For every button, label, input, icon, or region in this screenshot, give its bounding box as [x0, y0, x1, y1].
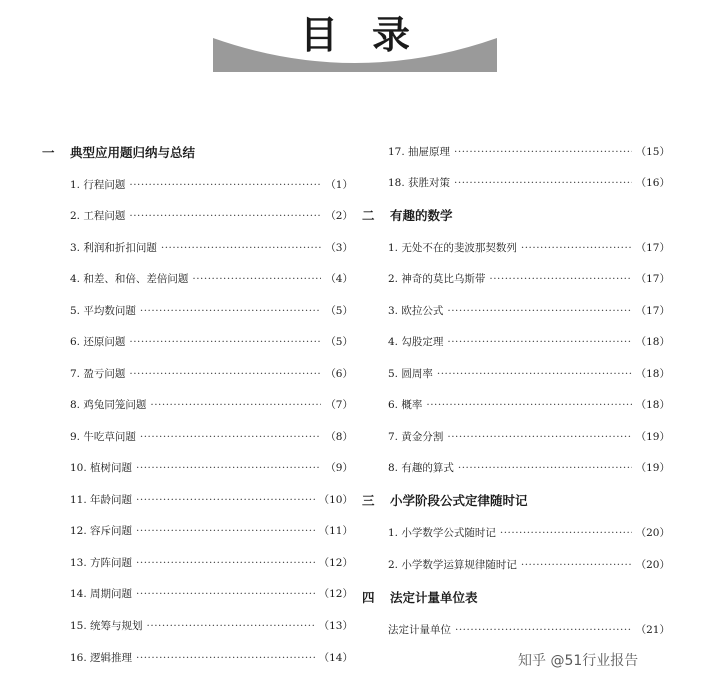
toc-entry-title: 1. 小学数学公式随时记	[388, 527, 496, 539]
toc-entry-title: 2. 神奇的莫比乌斯带	[388, 273, 486, 285]
section-number: 一	[42, 145, 55, 160]
dot-leader	[136, 491, 315, 509]
toc-entry[interactable]	[70, 176, 353, 194]
toc-entry-title: 9. 牛吃草问题	[70, 431, 136, 443]
toc-entry[interactable]	[70, 302, 353, 320]
toc-entry-title: 3. 利润和折扣问题	[70, 242, 157, 254]
toc-entry-title: 8. 鸡兔同笼问题	[70, 399, 147, 411]
toc-entry-page: （11）	[318, 525, 353, 537]
dot-leader	[437, 365, 632, 383]
toc-entry[interactable]	[70, 554, 353, 572]
dot-leader	[447, 428, 631, 446]
dot-leader	[136, 585, 315, 603]
toc-entry[interactable]	[70, 396, 353, 414]
toc-entry-page: （20）	[635, 527, 670, 539]
section-heading-4	[362, 588, 478, 608]
toc-entry-title: 12. 容斥问题	[70, 525, 133, 537]
toc-entry-title: 1. 无处不在的斐波那契数列	[388, 242, 517, 254]
dot-leader	[426, 396, 631, 414]
dot-leader	[455, 621, 632, 639]
toc-entry-page: （9）	[325, 462, 353, 474]
title-banner	[213, 0, 497, 72]
toc-entry-title: 6. 还原问题	[70, 336, 126, 348]
toc-entry-page: （16）	[635, 177, 670, 189]
toc-entry-page: （17）	[635, 273, 670, 285]
toc-entry-title: 2. 小学数学运算规律随时记	[388, 559, 517, 571]
toc-entry-title: 3. 欧拉公式	[388, 305, 444, 317]
dot-leader	[447, 302, 631, 320]
toc-entry-page: （20）	[635, 559, 670, 571]
dot-leader	[521, 239, 632, 257]
dot-leader	[129, 365, 321, 383]
dot-leader	[454, 143, 632, 161]
dot-leader	[458, 459, 632, 477]
toc-entry[interactable]	[388, 459, 670, 477]
toc-entry[interactable]	[70, 239, 353, 257]
dot-leader	[192, 270, 321, 288]
toc-entry-page: （18）	[635, 368, 670, 380]
toc-entry-title: 6. 概率	[388, 399, 423, 411]
toc-entry-page: （5）	[325, 305, 353, 317]
toc-entry-page: （3）	[325, 242, 353, 254]
toc-entry[interactable]	[70, 491, 353, 509]
toc-entry[interactable]	[388, 302, 670, 320]
dot-leader	[489, 270, 631, 288]
dot-leader	[161, 239, 321, 257]
dot-leader	[136, 459, 321, 477]
toc-entry[interactable]	[388, 524, 670, 542]
toc-entry[interactable]	[388, 396, 670, 414]
toc-entry-title: 10. 植树问题	[70, 462, 133, 474]
toc-entry[interactable]	[70, 585, 353, 603]
dot-leader	[136, 554, 315, 572]
toc-entry-page: （21）	[635, 624, 670, 636]
toc-entry-page: （13）	[318, 620, 353, 632]
toc-entry-page: （18）	[635, 336, 670, 348]
toc-entry-page: （19）	[635, 462, 670, 474]
toc-entry-page: （19）	[635, 431, 670, 443]
page-title: 目录	[299, 13, 444, 57]
dot-leader	[500, 524, 632, 542]
section-title: 有趣的数学	[390, 208, 453, 223]
toc-entry-page: （17）	[635, 305, 670, 317]
toc-entry-title: 17. 抽屉原理	[388, 146, 451, 158]
toc-entry-title: 5. 平均数问题	[70, 305, 136, 317]
dot-leader	[454, 174, 632, 192]
toc-entry-title: 4. 和差、和倍、差倍问题	[70, 273, 189, 285]
toc-entry-page: （18）	[635, 399, 670, 411]
toc-entry[interactable]	[70, 333, 353, 351]
section-title: 法定计量单位表	[390, 590, 478, 605]
toc-entry-page: （7）	[325, 399, 353, 411]
toc-entry-page: （4）	[325, 273, 353, 285]
toc-entry-title: 7. 盈亏问题	[70, 368, 126, 380]
toc-entry-title: 16. 逻辑推理	[70, 652, 133, 664]
toc-entry-title: 2. 工程问题	[70, 210, 126, 222]
section-heading-1	[42, 143, 195, 163]
toc-entry[interactable]	[388, 621, 670, 639]
section-title: 典型应用题归纳与总结	[70, 145, 196, 160]
toc-entry-page: （8）	[325, 431, 353, 443]
toc-entry-page: （1）	[325, 179, 353, 191]
toc-entry[interactable]	[70, 522, 353, 540]
dot-leader	[129, 333, 321, 351]
toc-entry-title: 13. 方阵问题	[70, 557, 133, 569]
dot-leader	[147, 617, 315, 635]
toc-entry-title: 11. 年龄问题	[70, 494, 133, 506]
toc-entry-title: 14. 周期问题	[70, 588, 133, 600]
dot-leader	[129, 176, 321, 194]
dot-leader	[521, 556, 632, 574]
section-number: 四	[362, 590, 375, 605]
toc-entry[interactable]	[70, 649, 353, 667]
dot-leader	[129, 207, 321, 225]
section-title: 小学阶段公式定律随时记	[390, 493, 528, 508]
toc-entry-title: 4. 勾股定理	[388, 336, 444, 348]
toc-entry-title: 法定计量单位	[388, 624, 451, 636]
toc-entry[interactable]	[388, 556, 670, 574]
toc-entry-page: （12）	[318, 557, 353, 569]
toc-entry[interactable]	[388, 174, 670, 192]
toc-entry[interactable]	[70, 207, 353, 225]
toc-entry[interactable]	[388, 239, 670, 257]
section-number: 二	[362, 208, 375, 223]
toc-entry[interactable]	[388, 365, 670, 383]
dot-leader	[136, 522, 315, 540]
toc-entry-title: 18. 获胜对策	[388, 177, 451, 189]
toc-entry-page: （17）	[635, 242, 670, 254]
dot-leader	[140, 428, 321, 446]
section-number: 三	[362, 493, 375, 508]
toc-entry[interactable]	[388, 333, 670, 351]
dot-leader	[447, 333, 631, 351]
toc-entry[interactable]	[70, 270, 353, 288]
toc-entry[interactable]	[388, 428, 670, 446]
toc-entry[interactable]	[70, 459, 353, 477]
toc-entry[interactable]	[70, 428, 353, 446]
toc-entry-title: 8. 有趣的算式	[388, 462, 454, 474]
section-heading-2	[362, 206, 453, 226]
toc-entry[interactable]	[388, 270, 670, 288]
toc-entry[interactable]	[388, 143, 670, 161]
toc-entry-page: （12）	[318, 588, 353, 600]
toc-entry-title: 15. 统筹与规划	[70, 620, 143, 632]
toc-entry-page: （5）	[325, 336, 353, 348]
toc-entry-page: （2）	[325, 210, 353, 222]
toc-entry-page: （10）	[318, 494, 353, 506]
dot-leader	[136, 649, 315, 667]
toc-entry-page: （6）	[325, 368, 353, 380]
watermark-text: 知乎 @51行业报告	[518, 653, 639, 669]
section-heading-3	[362, 491, 528, 511]
dot-leader	[140, 302, 321, 320]
toc-entry-title: 7. 黄金分割	[388, 431, 444, 443]
toc-entry-title: 1. 行程问题	[70, 179, 126, 191]
toc-entry[interactable]	[70, 365, 353, 383]
toc-entry-page: （14）	[318, 652, 353, 664]
toc-entry-title: 5. 圆周率	[388, 368, 433, 380]
dot-leader	[150, 396, 321, 414]
toc-entry-page: （15）	[635, 146, 670, 158]
toc-entry[interactable]	[70, 617, 353, 635]
